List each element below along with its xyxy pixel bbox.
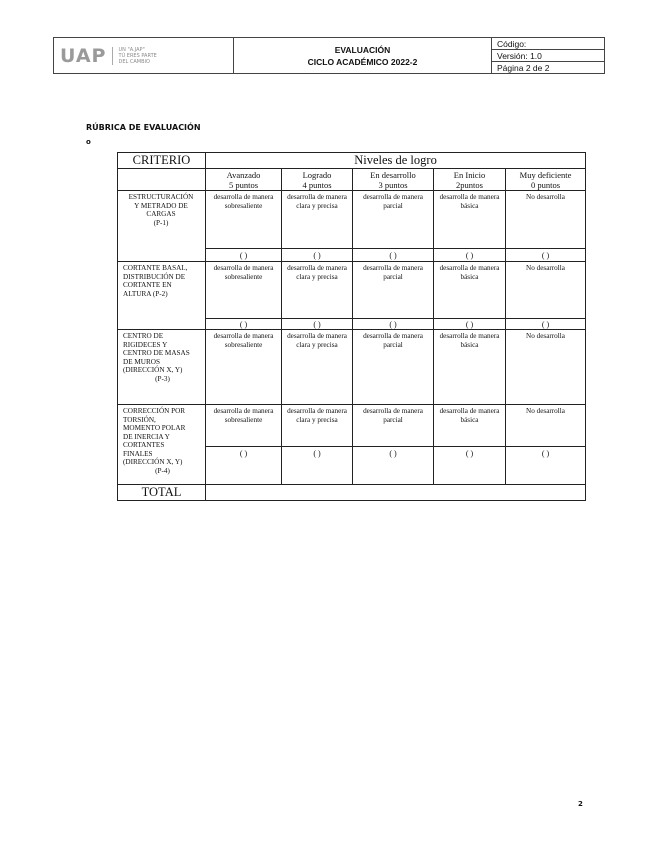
score-mark[interactable]: ( ) — [353, 249, 434, 262]
score-mark[interactable]: ( ) — [206, 319, 282, 330]
level-avanzado: Avanzado 5 puntos — [206, 169, 282, 191]
desc-p3-en-desarrollo: desarrolla de manera parcial — [353, 330, 434, 405]
desc-p1-muy-deficiente: No desarrolla — [506, 191, 586, 249]
desc-p1-logrado: desarrolla de manera clara y precisa — [282, 191, 353, 249]
criterion-p3: CENTRO DE RIGIDECES Y CENTRO DE MASAS DE MUROS (DIRECCIÓN X, Y) (P-3) — [118, 330, 206, 405]
header-meta — [492, 38, 604, 73]
codigo-label: Código: — [492, 38, 604, 50]
score-mark[interactable]: ( ) — [282, 249, 353, 262]
total-value-cell[interactable] — [206, 485, 586, 501]
logo-divider — [112, 47, 113, 65]
desc-p1-avanzado: desarrolla de manera sobresaliente — [206, 191, 282, 249]
level-en-inicio: En Inicio 2puntos — [434, 169, 506, 191]
score-mark[interactable]: ( ) — [434, 249, 506, 262]
section-title: RÚBRICA DE EVALUACIÓN — [86, 123, 201, 132]
level-en-desarrollo: En desarrollo 3 puntos — [353, 169, 434, 191]
criterion-p2: CORTANTE BASAL, DISTRIBUCIÓN DE CORTANTE EN ALTURA (P-2) — [118, 262, 206, 330]
total-row — [118, 485, 586, 501]
desc-p4-muy-deficiente: No desarrolla — [506, 405, 586, 447]
criterion-row-p3 — [118, 330, 586, 405]
desc-p2-avanzado: desarrolla de manera sobresaliente — [206, 262, 282, 319]
desc-p2-en-inicio: desarrolla de manera básica — [434, 262, 506, 319]
score-mark[interactable]: ( ) — [206, 249, 282, 262]
score-mark[interactable]: ( ) — [282, 447, 353, 485]
desc-p2-logrado: desarrolla de manera clara y precisa — [282, 262, 353, 319]
header-title-line2: CICLO ACADÉMICO 2022-2 — [307, 56, 418, 67]
score-mark[interactable]: ( ) — [506, 249, 586, 262]
score-mark[interactable]: ( ) — [506, 319, 586, 330]
score-mark[interactable]: ( ) — [353, 319, 434, 330]
level-muy-deficiente: Muy deficiente 0 puntos — [506, 169, 586, 191]
version-label: Versión: 1.0 — [492, 50, 604, 62]
desc-p3-logrado: desarrolla de manera clara y precisa — [282, 330, 353, 405]
criterio-header: CRITERIO — [118, 153, 206, 169]
levels-row — [118, 169, 586, 191]
level-logrado: Logrado 4 puntos — [282, 169, 353, 191]
criterion-row-p4 — [118, 405, 586, 447]
score-mark[interactable]: ( ) — [282, 319, 353, 330]
niveles-header: Niveles de logro — [206, 153, 586, 169]
desc-p4-logrado: desarrolla de manera clara y precisa — [282, 405, 353, 447]
levels-row-blank — [118, 169, 206, 191]
desc-p4-avanzado: desarrolla de manera sobresaliente — [206, 405, 282, 447]
desc-p1-en-inicio: desarrolla de manera básica — [434, 191, 506, 249]
score-mark[interactable]: ( ) — [353, 447, 434, 485]
bullet-marker: o — [86, 138, 91, 146]
desc-p4-en-desarrollo: desarrolla de manera parcial — [353, 405, 434, 447]
pagina-label: Página 2 de 2 — [497, 62, 550, 73]
criterion-p4: CORRECCIÓN POR TORSIÓN, MOMENTO POLAR DE INERCIA Y CORTANTES FINALES (DIRECCIÓN X, Y) (P-4) — [118, 405, 206, 485]
desc-p4-en-inicio: desarrolla de manera básica — [434, 405, 506, 447]
desc-p3-avanzado: desarrolla de manera sobresaliente — [206, 330, 282, 405]
logo-slogan: UN "A.JAP" TÚ ERES PARTE DEL CAMBIO — [118, 46, 157, 65]
criterion-row-p2 — [118, 262, 586, 319]
total-label: TOTAL — [118, 485, 206, 501]
criterion-p1: ESTRUCTURACIÓN Y METRADO DE CARGAS (P-1) — [118, 191, 206, 262]
logo-text: UAP — [60, 44, 107, 67]
rubric-table — [117, 152, 586, 501]
score-mark[interactable]: ( ) — [434, 447, 506, 485]
score-mark[interactable]: ( ) — [206, 447, 282, 485]
desc-p3-muy-deficiente: No desarrolla — [506, 330, 586, 405]
page-number: 2 — [578, 800, 583, 808]
rubric-header-row — [118, 153, 586, 169]
desc-p2-en-desarrollo: desarrolla de manera parcial — [353, 262, 434, 319]
header-title — [234, 38, 492, 73]
header-title-line1: EVALUACIÓN — [334, 44, 391, 55]
score-mark[interactable]: ( ) — [506, 447, 586, 485]
desc-p3-en-inicio: desarrolla de manera básica — [434, 330, 506, 405]
desc-p1-en-desarrollo: desarrolla de manera parcial — [353, 191, 434, 249]
desc-p2-muy-deficiente: No desarrolla — [506, 262, 586, 319]
criterion-row-p1 — [118, 191, 586, 249]
score-mark[interactable]: ( ) — [434, 319, 506, 330]
uap-logo — [54, 38, 234, 73]
document-header — [53, 37, 605, 74]
